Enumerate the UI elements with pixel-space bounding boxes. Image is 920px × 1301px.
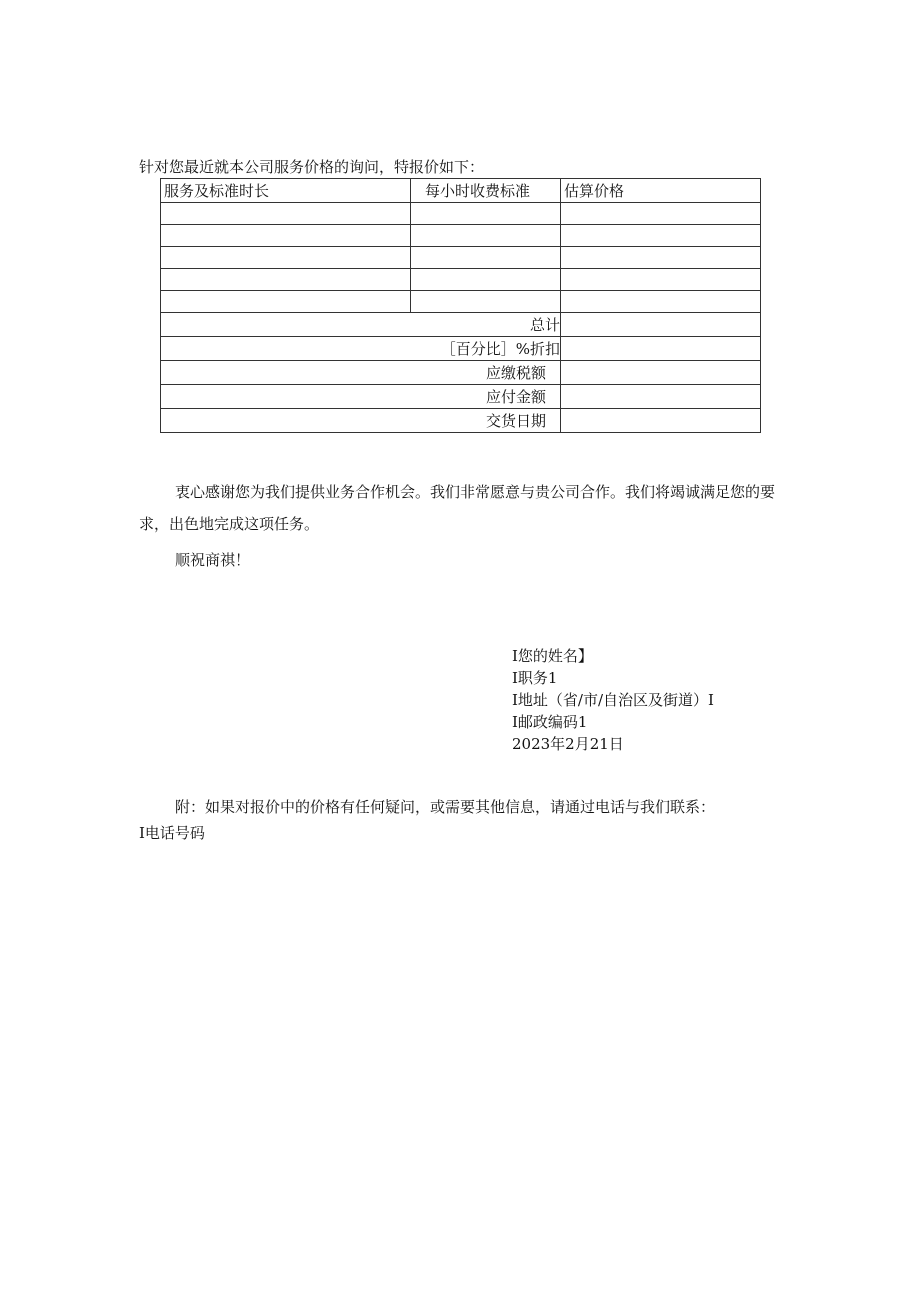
summary-value-total [561, 313, 761, 337]
table-row [161, 291, 761, 313]
summary-row-tax [161, 361, 761, 385]
table-row [161, 247, 761, 269]
summary-row-total [161, 313, 761, 337]
signature-block [512, 645, 714, 755]
signature-date: 2023年2月21日 [512, 735, 624, 753]
header-service: 服务及标准时长 [161, 179, 411, 203]
table-cell [161, 291, 411, 313]
summary-value-discount [561, 337, 761, 361]
postscript-note [139, 794, 809, 846]
summary-value-amount-due [561, 385, 761, 409]
table-cell [411, 269, 561, 291]
table-cell [161, 269, 411, 291]
intro-text: 针对您最近就本公司服务价格的询问，特报价如下： [139, 158, 485, 176]
summary-row-discount [161, 337, 761, 361]
signature-postal-code: I邮政编码1 [512, 713, 588, 731]
quote-table [160, 178, 761, 433]
table-cell [561, 269, 761, 291]
signature-name: I您的姓名】 [512, 647, 593, 665]
table-cell [411, 291, 561, 313]
table-cell [561, 291, 761, 313]
table-cell [561, 203, 761, 225]
table-cell [161, 203, 411, 225]
summary-label-discount: ［百分比］%折扣 [161, 337, 561, 361]
summary-label-amount-due: 应付金额 [161, 385, 561, 409]
summary-label-total: 总计 [161, 313, 561, 337]
thanks-paragraph: 衷心感谢您为我们提供业务合作机会。我们非常愿意与贵公司合作。我们将竭诚满足您的要求，出色地完成这项任务。 [139, 483, 776, 533]
table-cell [161, 225, 411, 247]
summary-value-tax [561, 361, 761, 385]
table-cell [411, 203, 561, 225]
postscript-line: 附：如果对报价中的价格有任何疑问，或需要其他信息，请通过电话与我们联系： [175, 798, 716, 816]
summary-value-delivery-date [561, 409, 761, 433]
table-cell [561, 225, 761, 247]
closing-salutation: 顺祝商祺！ [175, 551, 251, 569]
summary-label-tax: 应缴税额 [161, 361, 561, 385]
signature-title: I职务1 [512, 669, 558, 687]
summary-row-amount-due [161, 385, 761, 409]
table-cell [561, 247, 761, 269]
signature-address: I地址（省/市/自治区及街道）I [512, 691, 714, 709]
summary-label-delivery-date: 交货日期 [161, 409, 561, 433]
table-row [161, 203, 761, 225]
header-hourly-rate: 每小时收费标准 [411, 179, 561, 203]
header-estimated-price: 估算价格 [561, 179, 761, 203]
table-row [161, 269, 761, 291]
table-cell [161, 247, 411, 269]
table-header-row [161, 179, 761, 203]
table-cell [411, 247, 561, 269]
summary-row-delivery-date [161, 409, 761, 433]
table-cell [411, 225, 561, 247]
table-row [161, 225, 761, 247]
phone-number: I电话号码 [139, 824, 205, 842]
